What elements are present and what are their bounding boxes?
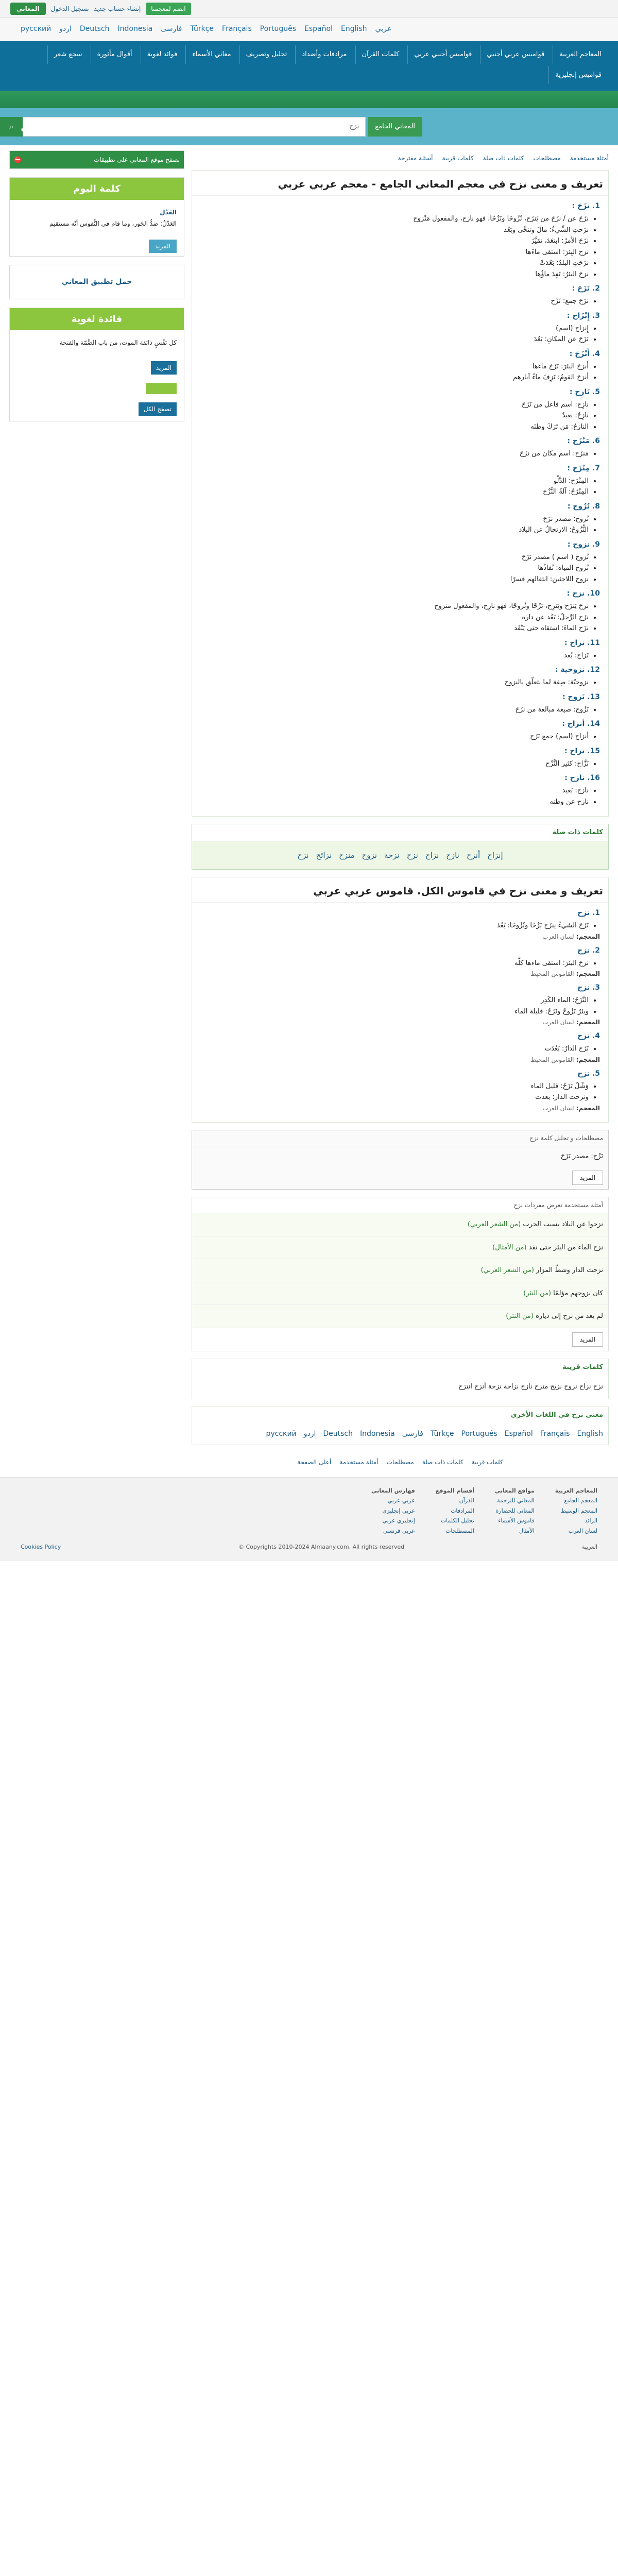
bottom-link[interactable]: أعلى الصفحة — [297, 1458, 332, 1466]
examples-head: أمثلة مستخدمة تعرض مفردات نزح — [192, 1197, 608, 1213]
entry-source — [200, 1018, 600, 1027]
entry-definitions — [200, 705, 600, 715]
definition-line: • نزوحيّة: صِفة لما يتعلّق بالنزوح — [200, 677, 589, 688]
footer-column-title: مواقع المعاني — [494, 1487, 535, 1494]
nav-item[interactable]: قواميس عربي أجنبي — [480, 45, 551, 64]
definition-line: • النُّزُوحُ: الارتحالُ عن البلاد — [200, 525, 589, 535]
example-row — [192, 1259, 608, 1282]
entry-definitions — [200, 921, 600, 931]
lang-item[interactable]: Deutsch — [79, 25, 110, 33]
entry-headword[interactable]: 3. إِنْزَاح : — [566, 311, 600, 320]
entry-headword[interactable]: 8. نُزُوح : — [567, 502, 600, 511]
footer-link[interactable]: قاموس الأسماء — [498, 1517, 535, 1524]
crumb-link[interactable]: أمثلة مستخدمة — [570, 155, 609, 162]
definition-line: • نَزُوح: صيغة مبالغة من نزَحَ — [200, 705, 589, 715]
nav-item[interactable]: قواميس أجنبي عربي — [407, 45, 478, 64]
fawaid-bar — [146, 383, 177, 394]
example-rows — [192, 1213, 608, 1328]
dictionary-entry — [200, 982, 600, 1027]
entry-headword[interactable]: 5. نزح — [577, 1069, 600, 1078]
language-link[interactable]: Français — [540, 1429, 570, 1438]
source-label: المعجم: — [574, 1104, 600, 1112]
dictionary-entry — [200, 283, 600, 307]
crumb-link[interactable]: مصطلحات — [533, 155, 561, 162]
source-name[interactable]: القاموس المحيط — [530, 1056, 574, 1063]
cookies-policy-link[interactable]: Cookies Policy — [21, 1544, 61, 1550]
dictionary-entry — [200, 501, 600, 535]
nav-item[interactable]: فوائد لغوية — [141, 45, 184, 64]
nav-item[interactable]: قواميس إنجليزية — [548, 66, 608, 84]
main-column — [192, 150, 609, 1472]
join-button[interactable]: انضم لمعجمنا — [146, 3, 191, 15]
definition-line: • نزَحَ عن / نزَحَ من يَنزَح، نُزُوحًا ونَزْحًا، فهو نازح، والمفعول مَنْزوح — [200, 214, 589, 224]
entry-headword[interactable]: 15. نزاح : — [564, 747, 600, 755]
word-of-day-word: العَدْل — [160, 209, 177, 216]
entry-headword[interactable]: 10. نزح : — [566, 589, 600, 598]
logo[interactable]: المعاني — [10, 3, 46, 15]
kull-entries — [192, 903, 608, 1122]
search-row — [0, 108, 618, 145]
footer-link[interactable]: المعاني للحضارة — [495, 1507, 535, 1514]
sidebar — [9, 150, 184, 1472]
nav-item[interactable]: أقوال مأثورة — [91, 45, 139, 64]
definition-line: • النازحُ: مَن تَرَكَ وطنَه — [200, 422, 589, 432]
entry-definitions — [200, 732, 600, 742]
language-link[interactable]: Português — [461, 1429, 497, 1438]
ad-text[interactable]: حمل تطبيق المعاني — [61, 278, 132, 286]
dictionary-entry — [200, 1031, 600, 1064]
entry-definitions — [200, 449, 600, 459]
word-of-day-more[interactable]: المزيد — [149, 240, 177, 253]
lang-item[interactable]: عربي — [375, 25, 392, 33]
jame-entries — [192, 196, 608, 816]
entry-headword[interactable]: 6. مَنْزَح : — [567, 437, 600, 445]
crumb-link[interactable]: كلمات ذات صلة — [483, 155, 524, 162]
lang-item[interactable]: اردو — [59, 25, 72, 33]
related-word-link[interactable]: نزائح — [316, 850, 332, 860]
entry-headword[interactable]: 4. نزح — [577, 1032, 600, 1040]
dictionary-entry — [200, 746, 600, 769]
source-label: المعجم: — [574, 1019, 600, 1026]
language-link[interactable]: اردو — [303, 1429, 316, 1438]
word-of-day-body — [10, 200, 184, 236]
signup-link[interactable]: إنشاء حساب جديد — [94, 5, 141, 12]
entry-definitions — [200, 1044, 600, 1054]
footer-columns — [21, 1487, 597, 1537]
language-link[interactable]: Türkçe — [430, 1429, 454, 1438]
definition-line: • نازِحٌ: بعيدٌ — [200, 411, 589, 421]
entry-headword[interactable]: 5. نَازِح : — [569, 387, 600, 396]
nav-item[interactable]: كلمات القرآن — [355, 45, 406, 64]
dictionary-entry — [200, 463, 600, 497]
definition-line: • مَنزَح: اسم مكان من نزَحَ — [200, 449, 589, 459]
entry-definitions — [200, 601, 600, 634]
source-name[interactable]: لسان العرب — [542, 933, 574, 940]
definition-line: • وبئرٌ نَزُوحٌ ونَزَحٌ: قليلة الماء — [200, 1007, 589, 1017]
lang-item[interactable]: Türkçe — [190, 25, 214, 33]
entry-definitions — [200, 759, 600, 769]
nav-item[interactable]: معاني الأسماء — [185, 45, 237, 64]
entry-definitions — [200, 400, 600, 432]
other-languages-list — [192, 1423, 608, 1445]
definition-line: • وَشْلٌ نَزَحٌ: قليل الماء — [200, 1081, 589, 1092]
footer — [0, 1477, 618, 1561]
language-link[interactable]: Deutsch — [323, 1429, 353, 1438]
search-button[interactable] — [0, 117, 23, 137]
near-words: نزح نزاح نزوح نزيح منزح نازح نزاحة نزحة أنزح انتزح — [458, 1383, 603, 1391]
definition-line: • نزحَ البئرَ: استقى ماءها كلَّه — [200, 958, 589, 969]
language-link[interactable]: русский — [266, 1429, 297, 1438]
fawaid-body: كل نَفْسٍ ذائقة الموت، من باب الضِّمّة والفتحة — [59, 339, 177, 347]
definition-line: • نزَحَتِ البلدُ: بَعُدَتْ — [200, 258, 589, 268]
entry-headword[interactable]: 14. أنزاح : — [562, 720, 600, 728]
footer-column-title: المعاجم العربية — [555, 1487, 597, 1494]
footer-link[interactable]: لسان العرب — [568, 1527, 597, 1534]
entry-definitions — [200, 324, 600, 345]
example-text: نزح الماء من البئر حتى نفد — [526, 1243, 603, 1251]
footer-link[interactable]: تحليل الكلمات — [440, 1517, 474, 1524]
entry-headword[interactable]: 2. نَزَحَ : — [572, 284, 600, 293]
kull-title: تعريف و معنى نزح في قاموس الكل. قاموس عربي عربي — [192, 877, 608, 903]
word-of-day-box — [9, 177, 184, 257]
footer-link[interactable]: الرائد — [585, 1517, 597, 1524]
example-citation[interactable]: (من النثر) — [506, 1312, 534, 1320]
lang-item[interactable]: Indonesia — [117, 25, 153, 33]
example-citation[interactable]: (من النثر) — [523, 1289, 552, 1297]
footer-link[interactable]: المعجم الوسيط — [560, 1507, 597, 1514]
nav-item[interactable]: مرادفات وأضداد — [295, 45, 353, 64]
entry-definitions — [200, 514, 600, 535]
footer-link[interactable]: المعاني للترجمة — [497, 1497, 535, 1504]
nav-item[interactable]: تحليل وتصريف — [239, 45, 294, 64]
lang-item[interactable]: русский — [21, 25, 52, 33]
example-text: نزحت الدار وشطّ المزار — [534, 1266, 603, 1274]
language-link[interactable]: Indonesia — [359, 1429, 395, 1438]
entry-headword[interactable]: 1. نزح — [577, 909, 600, 917]
examples-more-button[interactable]: المزيد — [572, 1332, 603, 1347]
crumb-link[interactable]: كلمات قريبة — [442, 155, 474, 162]
footer-column-title: فهارس المعاني — [371, 1487, 415, 1494]
footer-link[interactable]: عربي إنجليزي — [382, 1507, 415, 1514]
entry-definitions — [200, 995, 600, 1016]
language-link[interactable]: Español — [504, 1429, 533, 1438]
bottom-link[interactable]: مصطلحات — [386, 1458, 414, 1466]
entry-definitions — [200, 362, 600, 383]
word-of-day-title: كلمة اليوم — [10, 178, 184, 200]
example-row — [192, 1305, 608, 1328]
search-input[interactable]: نزح — [23, 117, 366, 137]
fawaid-all-button[interactable]: تصفح الكل — [139, 402, 177, 416]
source-label: المعجم: — [574, 933, 600, 940]
footer-column — [495, 1487, 535, 1537]
dictionary-entry — [200, 311, 600, 345]
example-citation[interactable]: (من الأمثال) — [492, 1243, 527, 1251]
dictionary-entry — [200, 1069, 600, 1113]
definition-line: • نَزَحَ عن المكانِ: بَعُدَ — [200, 334, 589, 345]
main-nav — [0, 41, 618, 91]
example-row — [192, 1213, 608, 1236]
top-strip — [0, 0, 618, 18]
entry-definitions — [200, 552, 600, 585]
related-word-link[interactable]: نزوح — [362, 850, 377, 860]
definition-line: • المِنْزَحُ: آلةُ النَّزْح — [200, 487, 589, 497]
definition-line: • نزَحَ الأمرُ: ابتعَدَ، تمَيَّزَ — [200, 236, 589, 246]
definition-line: • إِنزاح (اسم) — [200, 324, 589, 334]
entry-source — [200, 932, 600, 941]
related-word-link[interactable]: إنزاح — [487, 850, 503, 860]
source-name[interactable]: لسان العرب — [542, 1019, 574, 1026]
definition-line: • نَزَّاح: كثير النَّزْح — [200, 759, 589, 769]
related-word-link[interactable]: منزح — [339, 850, 355, 860]
footer-link[interactable]: الأمثال — [519, 1527, 535, 1534]
entry-source — [200, 1055, 600, 1064]
entry-headword[interactable]: 16. نازح : — [564, 774, 600, 782]
footer-link[interactable]: إنجليزي عربي — [382, 1517, 415, 1524]
related-word-link[interactable]: نزح — [406, 850, 418, 860]
dictionary-entry — [200, 349, 600, 383]
definition-line: • أنزاح (اسم) جمع نَزَح — [200, 732, 589, 742]
lang-item[interactable]: English — [340, 25, 367, 33]
entry-headword[interactable]: 13. نَزوح : — [562, 692, 600, 701]
related-word-link[interactable]: نزح — [297, 850, 309, 860]
app-banner-label: تصفح موقع المعاني على تطبيقات — [94, 156, 180, 163]
footer-language-button[interactable]: العربية — [581, 1544, 597, 1550]
near-words-card — [192, 1359, 609, 1400]
definition-line: • نازِح: اسم فاعل من نَزَحَ — [200, 400, 589, 410]
entry-definitions — [200, 677, 600, 688]
app-box — [9, 150, 184, 169]
example-row — [192, 1236, 608, 1260]
fawaid-box — [9, 308, 184, 421]
language-link[interactable]: فارسی — [402, 1429, 423, 1438]
breadcrumb — [192, 150, 609, 170]
definition-line: • نزحَ يَنزَح ويَنزِح، نَزْحًا ونُزوحًا، فهو نازِح، والمفعول منزوح — [200, 601, 589, 612]
footer-link[interactable]: المرادفات — [451, 1507, 474, 1514]
dictionary-entry — [200, 588, 600, 634]
footer-link[interactable]: القرآن — [459, 1497, 474, 1504]
bottom-links — [192, 1452, 609, 1472]
definition-line: • نَزَح الدارُ: بَعُدَت — [200, 1044, 589, 1054]
related-word-link[interactable]: نزحة — [384, 850, 400, 860]
definition-line: • نُزوح: مصدر نزَحَ — [200, 514, 589, 524]
footer-copy-row — [21, 1543, 597, 1552]
entry-headword[interactable]: 12. نزوحية : — [555, 666, 600, 674]
terms-body: نَزْح: مصدر نَزَحَ — [560, 1152, 603, 1160]
related-word-link[interactable]: نازح — [446, 850, 459, 860]
definition-line: • أَنزحَ البئرَ: نَزَحَ ماءَها — [200, 362, 589, 372]
entry-headword[interactable]: 4. أَنْزَحَ : — [569, 349, 600, 358]
source-label: المعجم: — [574, 970, 600, 977]
dictionary-entry — [200, 638, 600, 661]
login-link[interactable]: تسجيل الدخول — [50, 5, 89, 12]
definition-line: • نزح البِئرَ: استقى ماءَها — [200, 247, 589, 258]
related-title: كلمات ذات صلة — [192, 824, 608, 841]
dictionary-entry — [200, 692, 600, 715]
crumb-link[interactable]: أسئلة مقترحة — [398, 155, 433, 162]
entry-headword[interactable]: 1. نزَحَ : — [572, 202, 600, 210]
kull-definition-card — [192, 877, 609, 1123]
related-words-box — [192, 824, 609, 870]
entry-definitions — [200, 786, 600, 807]
entry-definitions — [200, 214, 600, 279]
definition-line: • النَّزَحُ: الماء الكَدِر — [200, 995, 589, 1006]
footer-link[interactable]: عربي عربي — [387, 1497, 415, 1504]
language-bar — [0, 18, 618, 41]
entry-headword[interactable]: 9. نزوح : — [567, 540, 600, 549]
dictionary-entry — [200, 539, 600, 585]
lang-item[interactable]: Español — [304, 25, 333, 33]
lang-item[interactable]: فارسی — [161, 25, 182, 33]
definition-line: • ونزحت الدار: بعدت — [200, 1092, 589, 1103]
example-row — [192, 1282, 608, 1306]
examples-card — [192, 1197, 609, 1351]
footer-link[interactable]: المعجم الجامع — [564, 1497, 597, 1504]
footer-column — [371, 1487, 415, 1537]
entry-definitions — [200, 296, 600, 307]
example-citation[interactable]: (من الشعر العربي) — [480, 1266, 534, 1274]
footer-link[interactable]: عربي فرنسي — [383, 1527, 415, 1534]
near-title: كلمات قريبة — [562, 1363, 603, 1371]
definition-line: • نزَحَ جمع: نَزْح — [200, 296, 589, 307]
lang-item[interactable]: Français — [222, 25, 252, 33]
definition-line: • نَزَحَ الشيءُ ينزَح نَزْحًا ونُزُوحًا: بَعُدَ — [200, 921, 589, 931]
definition-line: • نزوح اللاجئين: انتقالهم قسرًا — [200, 574, 589, 585]
footer-column-title: أقسام الموقع — [435, 1487, 474, 1494]
dictionary-entry — [200, 719, 600, 742]
definition-line: • نازح عن وطنه — [200, 797, 589, 807]
definition-line: • نَزاح: بُعد — [200, 651, 589, 661]
footer-column — [555, 1487, 597, 1537]
source-name[interactable]: لسان العرب — [542, 1104, 574, 1112]
bottom-link[interactable]: أمثلة مستخدمة — [339, 1458, 379, 1466]
definition-line: • نزَحتِ الشِّيءُ: مالَ وتنحَّى وبَعُد — [200, 225, 589, 235]
other-languages-title: معنى نزح في اللغات الأخرى — [510, 1411, 603, 1419]
jame-title: تعريف و معنى نزح في معجم المعاني الجامع - معجم عربي عربي — [192, 171, 608, 196]
definition-line: • نازح: بَعيد — [200, 786, 589, 796]
lang-item[interactable]: Português — [260, 25, 297, 33]
entry-definitions — [200, 958, 600, 969]
source-label: المعجم: — [574, 1056, 600, 1063]
other-languages-card — [192, 1406, 609, 1445]
definition-line: • نُزوح ( اسم ) مصدر نَزَحَ — [200, 552, 589, 563]
definition-line: • المِنْزَح: الدَّلْو — [200, 476, 589, 486]
source-name[interactable]: القاموس المحيط — [530, 970, 574, 977]
entry-headword[interactable]: 11. نزاح : — [564, 638, 600, 647]
no-sign-icon: ⛔ — [14, 156, 22, 163]
definition-line: • نزَح الرَّجلُ: بَعُد عن داره — [200, 613, 589, 623]
definition-line: • نزَح الماءَ: استقاه حتى يَنْفَد — [200, 623, 589, 634]
jame-definition-card — [192, 170, 609, 817]
example-text: كان نزوحهم مؤلمًا — [551, 1289, 603, 1297]
entry-source — [200, 1104, 600, 1113]
footer-column — [436, 1487, 474, 1537]
entry-source — [200, 969, 600, 978]
related-words — [192, 841, 608, 870]
page-layout — [0, 145, 618, 1477]
terms-head: مصطلحات و تحليل كلمة نزح — [192, 1130, 608, 1146]
dictionary-select[interactable]: المعاني الجامع — [368, 117, 422, 137]
definition-line: • نُزوح المياه: نُفاذُها — [200, 563, 589, 573]
definition-line: • نزحَ البئرُ: نَفِدَ ماؤُها — [200, 269, 589, 280]
dictionary-entry — [200, 387, 600, 432]
site-label: المعاني — [21, 120, 63, 133]
terms-card — [192, 1130, 609, 1190]
word-of-day-text: العَدْلُ: ضدُّ الجَور، وما قام في النُّفوس أنّه مستقيم — [49, 219, 177, 227]
example-citation[interactable]: (من الشعر العربي) — [467, 1221, 521, 1228]
example-text: لم يعد من نزح إلى دياره — [533, 1312, 603, 1320]
fawaid-more[interactable]: المزيد — [151, 361, 177, 375]
green-divider — [0, 91, 618, 108]
copyright: Copyrights 2010-2024 Almaany.com, All rights reserved © — [238, 1544, 405, 1550]
entry-headword[interactable]: 2. نزح — [577, 946, 600, 955]
ad-box — [9, 265, 184, 299]
nav-item[interactable]: سجع شعر — [47, 45, 89, 64]
footer-link[interactable]: المصطلحات — [445, 1527, 474, 1534]
entry-definitions — [200, 1081, 600, 1103]
fawaid-title: فائدة لغوية — [10, 308, 184, 330]
dictionary-entry — [200, 773, 600, 807]
nav-item[interactable]: المعاجم العربية — [553, 45, 608, 64]
dictionary-entry — [200, 665, 600, 688]
entry-definitions — [200, 651, 600, 661]
dictionary-entry — [200, 436, 600, 459]
bottom-link[interactable]: كلمات قريبة — [471, 1458, 503, 1466]
related-word-link[interactable]: أنزح — [466, 850, 480, 860]
app-banner[interactable] — [10, 151, 184, 168]
example-text: نزحوا عن البلاد بسبب الحرب — [521, 1221, 603, 1228]
entry-definitions — [200, 476, 600, 497]
definition-line: • أنزحَ القومُ: نَزِفَ ماءُ آبارهم — [200, 372, 589, 383]
dictionary-entry — [200, 201, 600, 279]
language-link[interactable]: English — [577, 1429, 603, 1438]
bottom-link[interactable]: كلمات ذات صلة — [422, 1458, 464, 1466]
dictionary-entry — [200, 945, 600, 979]
related-word-link[interactable]: نزاح — [425, 850, 439, 860]
search-icon: ⌕ — [9, 122, 14, 131]
entry-headword[interactable]: 3. نزح — [577, 984, 600, 992]
dictionary-entry — [200, 908, 600, 941]
terms-more-button[interactable]: المزيد — [572, 1171, 603, 1185]
entry-headword[interactable]: 7. مِنْزَح : — [567, 464, 600, 472]
